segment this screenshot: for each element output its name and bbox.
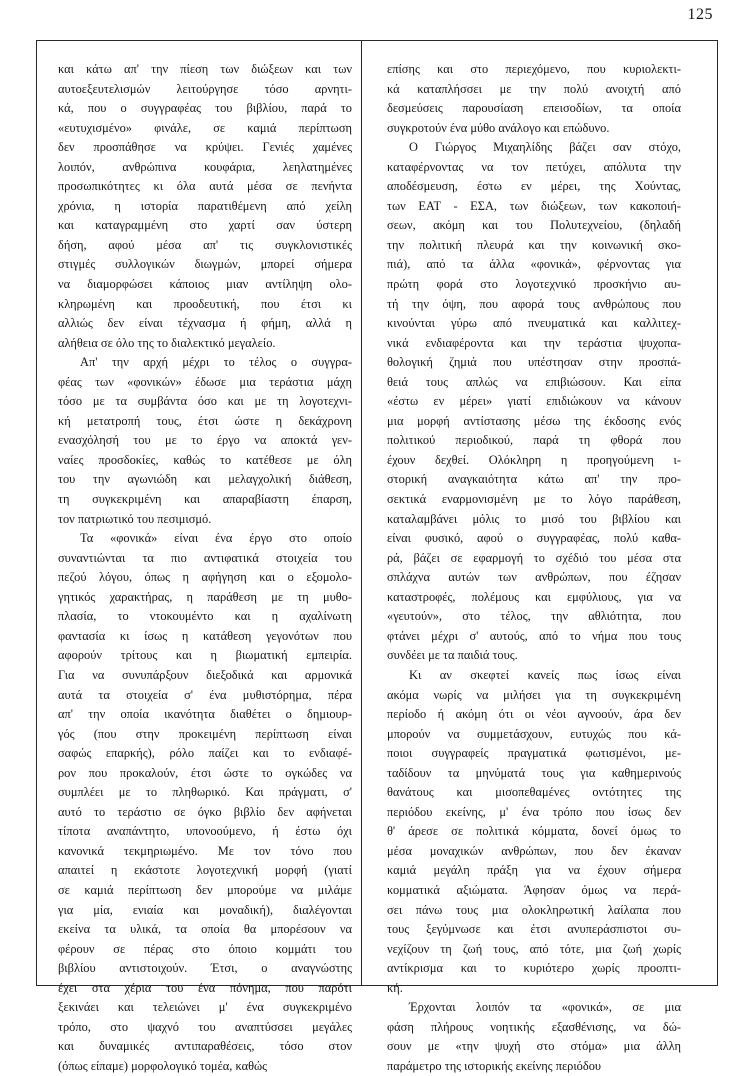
text-line: τη συγκεκριμένη και απαραβίαστη έπαρση, (58, 492, 352, 507)
text-line: επίσης και στο περιεχόμενο, που κυριολεκτι- (387, 62, 681, 76)
text-line: «έστω εν μέρει» γιατί επιδιώκουν να κάνουν (387, 394, 681, 409)
text-line: φτάνει μέχρι σ' αυτούς, από το νήμα που τους (387, 628, 681, 643)
text-line: σπλάχνα αυτών των ανθρώπων, που έζησαν (387, 570, 681, 585)
text-line: έχει στα χέρια του ένα πόνημα, που παρότι (58, 980, 352, 995)
text-line: Τα «φονικά» είναι ένα έργο στο οποίο (80, 531, 352, 546)
text-line: σεων, ακόμη και του Πολυτεχνείου, (δηλαδή (387, 218, 681, 233)
text-line: νεχίζουν τη ζωή τους, από τότε, μια ζωή χωρίς (387, 941, 681, 956)
text-line: ξεκινάει και τελειώνει μ' ένα συγκεκριμένο (58, 1000, 352, 1015)
text-line: δεν προσπάθησε να κρύψει. Γενιές χαμένες (58, 140, 352, 155)
text-line: θ' άρεσε σε πολιτικά κόμματα, δονεί όμως το (387, 824, 681, 839)
text-line: μια μορφή αντίστασης μέσω της έκδοσης ενός (387, 413, 681, 428)
text-line: κή μετατροπή τους, έτσι ώστε η δεκάχρονη (58, 413, 352, 428)
text-line: να διαμορφώσει κάποιος μιαν αντίληψη ολο- (58, 277, 352, 292)
text-line: και καταγραμμένη στο χαρτί σαν ύστερη (58, 218, 352, 233)
text-line: Έρχονται λοιπόν τα «φονικά», σε μια (409, 1000, 681, 1015)
text-line: την πολιτική πλευρά και την κοινωνική σκο- (387, 237, 681, 252)
text-line: βιβλίου αντιστοιχούν. Έτσι, ο αναγνώστης (58, 961, 352, 976)
text-line: τρόπο, στο ψαχνό του αναπτύσσει μεγάλες (58, 1019, 352, 1034)
text-line: θειά τους απλώς να επιβιώσουν. Και είπα (387, 374, 681, 389)
text-line: νικά ενδιαφέροντα και την τεράστια ψυχοπα- (387, 335, 681, 350)
text-line: κά καταπλήσσει με την πολύ ανοιχτή από (387, 81, 681, 96)
text-line: πιά), από τα άλλα «φονικά», φέρνοντας για (387, 257, 681, 272)
text-line: σε καμιά περίπτωση δεν μπορούμε να μιλάμε (58, 882, 352, 897)
text-line: περιόδου εκείνης, μ' ένα τρόπο που ίσως δεν (387, 804, 681, 819)
text-line: σει πάνω τους μια ολοκληρωτική λαίλαπα που (387, 902, 681, 917)
text-line: «ευτυχισμένο» φινάλε, σε καμιά περίπτωση (58, 120, 352, 135)
page-number: 125 (687, 6, 713, 23)
text-line: εκείνα τα υλικά, τα οποία θα μπορέσουν να (58, 922, 352, 937)
text-line: κινούνται γύρω από πνευματικά και καλλιτεχ- (387, 316, 681, 331)
text-line: καμιά μεγάλη πράξη για να έχουν σήμερα (387, 863, 681, 878)
text-line: Για να συνυπάρξουν διεξοδικά και αρμονικά (58, 667, 352, 682)
text-line: τή την όψη, που αφορά τους ανθρώπους που (387, 296, 681, 311)
text-line: προσωπικότητες κι όλα αυτά μέσα σε πενήντα (58, 179, 352, 194)
text-line: «γευτούν», στο τέλος, την αθλιότητα, που (387, 609, 681, 624)
text-line: κανονικά τεκμηριωμένο. Με τον τόνο που (58, 843, 352, 858)
text-line: περίοδο ή ακόμη ότι οι νέοι αγνοούν, άρα δεν (387, 707, 681, 722)
text-line: για μία, ενιαία και μοναδική), διαλέγονται (58, 902, 352, 917)
text-line: αντίκρισμα και το κυριότερο χωρίς προοπτι- (387, 961, 681, 976)
text-line: κά, που ο συγγραφέας του βιβλίου, παρά το (58, 101, 352, 116)
text-line: ακόμα νωρίς να μιλήσει για τη συγκεκριμένη (387, 687, 681, 702)
text-line: τόσο με τα συμβάντα όσο και με τη λογοτεχνι- (58, 394, 352, 409)
text-line: συμπλέει με το πληθωρικό. Και πράγματι, σ' (58, 785, 352, 800)
text-line: Κι αν σκεφτεί κανείς πως ίσως είναι (409, 667, 681, 682)
text-line: συναντιώνται τα πιο αντιφατικά στοιχεία του (58, 550, 352, 565)
text-line: σουν με «την ψυχή στο στόμα» μια άλλη (387, 1039, 681, 1054)
text-line: του την αγωνιώδη και μελαγχολική διάθεση, (58, 472, 352, 487)
column-divider (361, 40, 362, 986)
text-line: φάση πλήρους νοητικής εξασθένισης, να δώ- (387, 1019, 681, 1034)
text-line: αυτοεξευτελισμών λειτούργησε τόσο αρνητι- (58, 81, 352, 96)
text-line: πολιτικού περιοδικού, παρά τη φθορά που (387, 433, 681, 448)
text-line: καταστροφές, πολέμους και εμφύλιους, για να (387, 589, 681, 604)
text-line: γητικός χαρακτήρας, η παράθεση με τη μυθο- (58, 589, 352, 604)
text-line: χρόνια, η ιστορία παρατιθέμενη από χείλη (58, 198, 352, 213)
text-line: και δυναμικές αντιπαραθέσεις, τόσο στον (58, 1039, 352, 1054)
text-line: φέας των «φονικών» έδωσε μια τεράστια μάχη (58, 374, 352, 389)
text-line: στιγμές συλλογικών διωγμών, μπορεί σήμερα (58, 257, 352, 272)
text-line: τους ξεγύμνωσε και έτσι ανυπεράσπιστοι συ- (387, 922, 681, 937)
text-line: αυτό το τεράστιο σε όγκο βιβλίο δεν αφήνεται (58, 804, 352, 819)
text-line: λοιπόν, ανθρώπινα κουφάρια, λεηλατημένες (58, 159, 352, 174)
text-line: κομματικά αξιώματα. Άφησαν όμως να περά- (387, 882, 681, 897)
text-line: κληρωμένη και προοδευτική, που έτσι κι (58, 296, 352, 311)
text-line: παράμετρο της ιστορικής εκείνης περιόδου (387, 1058, 602, 1073)
text-line: ενασχόλησή του με το έργο να αποκτά γεν- (58, 433, 352, 448)
text-line: των ΕΑΤ - ΕΣΑ, των διώξεων, των κακοποιή- (387, 198, 681, 213)
paragraph (58, 353, 352, 529)
text-line: αυτά τα στοιχεία σ' ένα μυθιστόρημα, πέρα (58, 687, 352, 702)
text-line: φαντασία κι ίσως η κατάθεση γεγονότων που (58, 628, 352, 643)
paragraph (387, 60, 681, 138)
text-line: σαφώς επαρκής), ρόλο παίζει και το ενδιαφέ- (58, 746, 352, 761)
text-line: ταδίδουν τα μηνύματά τους για καθημερινούς (387, 765, 681, 780)
text-line: και κάτω απ' την πίεση των διώξεων και των (58, 62, 352, 76)
paragraph (58, 529, 352, 1076)
paragraph (58, 60, 352, 353)
text-line: τίποτα αναπάντητο, υπονοούμενο, ή έστω όχι (58, 824, 352, 839)
paragraph (387, 138, 681, 666)
text-line: ρά, βάζει σε εφαρμογή το σχέδιό του μέσα στα (387, 550, 681, 565)
text-line: δεσμεύσεις παρουσίαση επεισοδίων, τα οποία (387, 101, 681, 116)
text-line: σεκτικά εναρμονισμένη με το λόγο παράθεση, (387, 492, 681, 507)
text-line: καταφέρνοντας να τον πετύχει, απόλυτα την (387, 159, 681, 174)
text-line: τον πατριωτικό του πεσιμισμό. (58, 511, 212, 526)
text-line: θανάτους και μισοπεθαμένες οντότητες της (387, 785, 681, 800)
text-line: αποδέσμευση, έστω εν μέρει, της Χούντας, (387, 179, 681, 194)
text-line: απαιτεί η εκάστοτε λογοτεχνική μορφή (γιατί (58, 863, 352, 878)
text-line: κή. (387, 980, 403, 995)
text-line: έχουν δεχθεί. Ολόκληρη η προηγούμενη ι- (387, 452, 681, 467)
text-line: μέσα μοναχικών ανθρώπων, που δεν έκαναν (387, 843, 681, 858)
text-line: (όπως είπαμε) μορφολογικό τομέα, καθώς (58, 1058, 268, 1073)
text-line: γός (που στην προκειμένη περίπτωση είναι (58, 726, 352, 741)
text-line: απ' την οποία ικανότητα διαθέτει ο δημιουρ- (58, 707, 352, 722)
text-line: μπορούν να συμμετάσχουν, ευτυχώς που κά- (387, 726, 681, 741)
text-line: ποιοι συγγραφείς πραγματικά φωτισμένοι, με- (387, 746, 681, 761)
text-line: αλήθεια σε όλο της το διαλεκτικό μεγαλείο. (58, 335, 276, 350)
text-line: Ο Γιώργος Μιχαηλίδης βάζει σαν στόχο, (409, 140, 681, 155)
text-line: στορική αναγκαιότητα κάτω απ' την προ- (387, 472, 681, 487)
paragraph (387, 998, 681, 1076)
text-line: φέρουν σε πέρας στο όποιο κομμάτι του (58, 941, 352, 956)
paragraph (387, 666, 681, 998)
text-line: αλλιώς δεν είναι τέχνασμα ή φήμη, αλλά η (58, 316, 352, 331)
text-line: ρον που προκαλούν, έτσι ώστε το ογκώδες να (58, 765, 352, 780)
left-column (58, 60, 352, 1076)
text-line: πεζού λόγου, όπως η αφήγηση και ο εξομολο- (58, 570, 352, 585)
text-line: πρώτη φορά στο λογοτεχνικό προσκήνιο αυ- (387, 277, 681, 292)
text-line: είναι φυσικό, αφού ο συγγραφέας, πολύ καθα- (387, 531, 681, 546)
text-line: αφορούν τρίτους και η βιωματική εμπειρία. (58, 648, 352, 663)
text-line: συγκροτούν ένα μύθο ανάλογο και επώδυνο. (387, 120, 610, 135)
text-line: συνδέει με τα παιδιά τους. (387, 648, 518, 663)
text-line: καταλαμβάνει μόλις το μισό του βιβλίου και (387, 511, 681, 526)
text-line: πλασία, το ντοκουμέντο και η αχαλίνωτη (58, 609, 352, 624)
text-line: θολογική ζημιά που υπέστησαν στην προσπά- (387, 355, 681, 370)
text-line: ναίες προσδοκίες, καθώς το κατέθεσε με όλη (58, 452, 352, 467)
right-column (387, 60, 681, 1076)
text-line: Απ' την αρχή μέχρι το τέλος ο συγγρα- (80, 355, 352, 370)
text-line: δήση, αφού μέσα απ' τις συγκλονιστικές (58, 237, 352, 252)
